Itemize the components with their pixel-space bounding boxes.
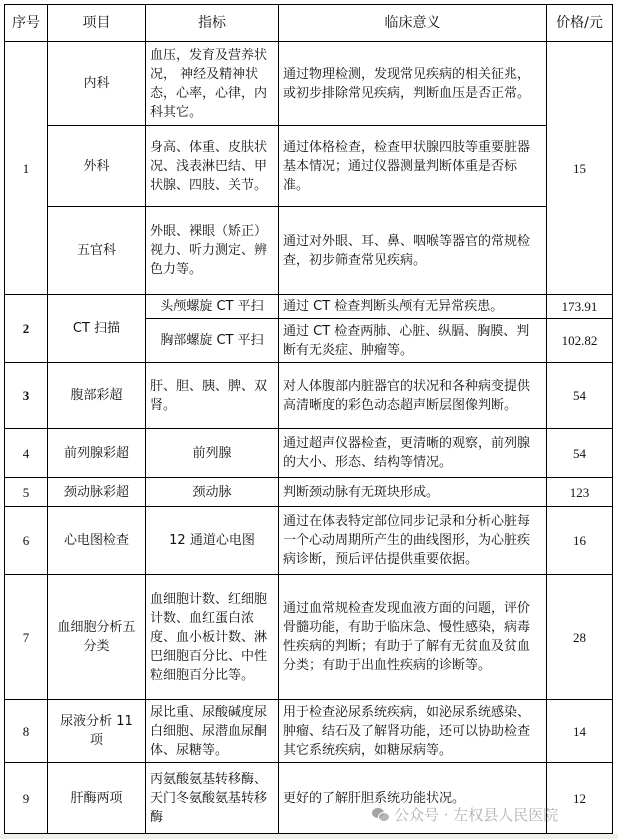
header-clinical: 临床意义 bbox=[279, 5, 547, 42]
row-price: 15 bbox=[547, 42, 613, 295]
header-indicator: 指标 bbox=[146, 5, 279, 42]
row-clinical: 通过对外眼、耳、鼻、咽喉等器官的常规检查，初步筛查常见疾病。 bbox=[279, 207, 547, 295]
row-indicator: 尿比重、尿酸碱度尿白细胞、尿潜血尿酮体、尿糖等。 bbox=[146, 700, 279, 763]
row-price: 12 bbox=[547, 763, 613, 834]
row-indicator: 颈动脉 bbox=[146, 478, 279, 507]
row-item: 颈动脉彩超 bbox=[48, 478, 146, 507]
table-row bbox=[5, 295, 613, 319]
row-item: 心电图检查 bbox=[48, 507, 146, 575]
row-item: 五官科 bbox=[48, 207, 146, 295]
table-row bbox=[5, 575, 613, 700]
row-clinical: 通过超声仪器检查，更清晰的观察，前列腺的大小、形态、结构等情况。 bbox=[279, 429, 547, 478]
row-indicator: 头颅螺旋 CT 平扫 bbox=[146, 295, 279, 319]
table-row bbox=[5, 126, 613, 207]
row-item: 血细胞分析五分类 bbox=[48, 575, 146, 700]
header-seq: 序号 bbox=[5, 5, 48, 42]
row-item: 腹部彩超 bbox=[48, 363, 146, 429]
row-indicator: 丙氨酸氨基转移酶、天门冬氨酸氨基转移酶 bbox=[146, 763, 279, 834]
row-price: 54 bbox=[547, 429, 613, 478]
row-seq: 4 bbox=[5, 429, 48, 478]
row-price: 173.91 bbox=[547, 295, 613, 319]
row-seq: 2 bbox=[5, 295, 48, 363]
row-seq: 7 bbox=[5, 575, 48, 700]
table-row bbox=[5, 363, 613, 429]
header-price: 价格/元 bbox=[547, 5, 613, 42]
table-row bbox=[5, 763, 613, 834]
row-seq: 9 bbox=[5, 763, 48, 834]
table-header-row bbox=[5, 5, 613, 42]
row-clinical: 通过 CT 检查判断头颅有无异常疾患。 bbox=[279, 295, 547, 319]
table-row bbox=[5, 42, 613, 126]
bottom-strip bbox=[0, 834, 618, 839]
row-price: 123 bbox=[547, 478, 613, 507]
row-clinical: 通过血常规检查发现血液方面的问题，评价骨髓功能，有助于临床急、慢性感染，病毒性疾病的判断；有助于了解有无贫血及贫血分类；有助于出血性疾病的诊断等。 bbox=[279, 575, 547, 700]
row-indicator: 肝、胆、胰、脾、双肾。 bbox=[146, 363, 279, 429]
row-clinical: 通过 CT 检查两肺、心脏、纵膈、胸膜、判断有无炎症、肿瘤等。 bbox=[279, 319, 547, 363]
row-indicator: 血压，发育及营养状况， 神经及精神状态，心率，心律，内科其它。 bbox=[146, 42, 279, 126]
row-seq: 3 bbox=[5, 363, 48, 429]
row-indicator: 胸部螺旋 CT 平扫 bbox=[146, 319, 279, 363]
row-indicator: 12 通道心电图 bbox=[146, 507, 279, 575]
row-price: 14 bbox=[547, 700, 613, 763]
table-row bbox=[5, 700, 613, 763]
row-price: 102.82 bbox=[547, 319, 613, 363]
header-item: 项目 bbox=[48, 5, 146, 42]
row-clinical: 通过在体表特定部位同步记录和分析心脏每一个心动周期所产生的曲线图形，为心脏疾病诊断，预后评估提供重要依据。 bbox=[279, 507, 547, 575]
row-clinical: 通过体格检查，检查甲状腺四肢等重要脏器基本情况；通过仪器测量判断体重是否标准。 bbox=[279, 126, 547, 207]
row-price: 28 bbox=[547, 575, 613, 700]
row-clinical: 通过物理检测，发现常见疾病的相关征兆，或初步排除常见疾病，判断血压是否正常。 bbox=[279, 42, 547, 126]
row-item: 前列腺彩超 bbox=[48, 429, 146, 478]
row-indicator: 身高、体重、皮肤状况、浅表淋巴结、甲状腺、四肢、关节。 bbox=[146, 126, 279, 207]
row-seq: 1 bbox=[5, 42, 48, 295]
row-clinical: 更好的了解肝胆系统功能状况。 bbox=[279, 763, 547, 834]
watermark-text: 公众号 · 左权县人民医院 bbox=[394, 806, 559, 824]
row-indicator: 血细胞计数、红细胞计数、血红蛋白浓度、血小板计数、淋巴细胞百分比、中性粒细胞百分比等。 bbox=[146, 575, 279, 700]
row-clinical: 用于检查泌尿系统疾病，如泌尿系统感染、肿瘤、结石及了解肾功能，还可以协助检查其它系统疾病，如糖尿病等。 bbox=[279, 700, 547, 763]
row-item: 外科 bbox=[48, 126, 146, 207]
exam-price-table bbox=[4, 4, 613, 834]
table-row bbox=[5, 207, 613, 295]
row-clinical: 判断颈动脉有无斑块形成。 bbox=[279, 478, 547, 507]
table-row bbox=[5, 429, 613, 478]
row-indicator: 前列腺 bbox=[146, 429, 279, 478]
row-item: 肝酶两项 bbox=[48, 763, 146, 834]
row-clinical: 对人体腹部内脏器官的状况和各种病变提供高清晰度的彩色动态超声断层图像判断。 bbox=[279, 363, 547, 429]
row-price: 54 bbox=[547, 363, 613, 429]
row-seq: 8 bbox=[5, 700, 48, 763]
row-item: 内科 bbox=[48, 42, 146, 126]
table-row bbox=[5, 507, 613, 575]
row-item: 尿液分析 11 项 bbox=[48, 700, 146, 763]
row-seq: 5 bbox=[5, 478, 48, 507]
row-seq: 6 bbox=[5, 507, 48, 575]
row-item: CT 扫描 bbox=[48, 295, 146, 363]
table-row bbox=[5, 478, 613, 507]
row-indicator: 外眼、裸眼（矫正）视力、听力测定、辨色力等。 bbox=[146, 207, 279, 295]
row-price: 16 bbox=[547, 507, 613, 575]
